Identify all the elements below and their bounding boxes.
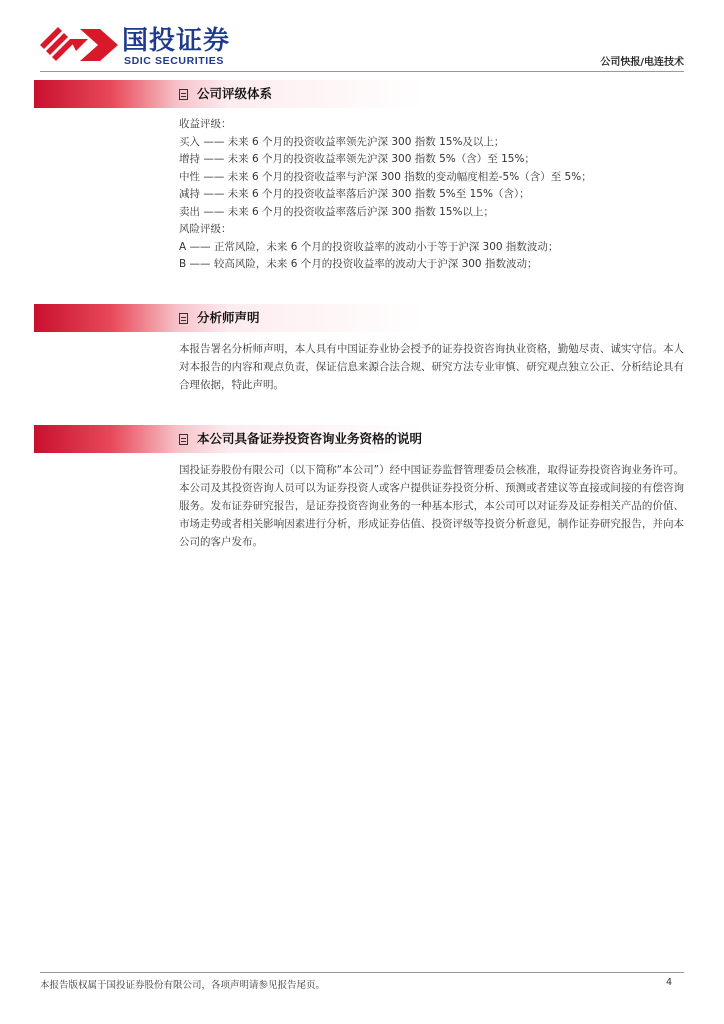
logo-english-name: SDIC SECURITIES: [124, 55, 225, 67]
sdic-logo-icon: [40, 27, 118, 63]
rating-line: 买入 —— 未来 6 个月的投资收益率领先沪深 300 指数 15%及以上；: [179, 135, 505, 148]
rating-line: 卖出 —— 未来 6 个月的投资收益率落后沪深 300 指数 15%以上；: [179, 205, 494, 218]
section-title-text: 公司评级体系: [197, 86, 273, 101]
section-title-rating: [179, 80, 272, 108]
section-title-text: 本公司具备证券投资咨询业务资格的说明: [197, 431, 423, 446]
section-title-text: 分析师声明: [197, 310, 260, 325]
section-title-qualification: [179, 425, 422, 453]
header-divider: [40, 71, 684, 72]
page-header: [0, 0, 724, 80]
rating-line: B —— 较高风险，未来 6 个月的投资收益率的波动大于沪深 300 指数波动；: [179, 258, 538, 270]
document-icon: [179, 434, 188, 445]
page-number: 4: [665, 977, 672, 988]
rating-line: 增持 —— 未来 6 个月的投资收益率领先沪深 300 指数 5%（含）至 15%；: [179, 153, 535, 165]
analyst-statement-text: 本报告署名分析师声明，本人具有中国证券业协会授予的证券投资咨询执业资格，勤勉尽责、诚实守信。本人对本报告的内容和观点负责，保证信息来源合法合规、研究方法专业审慎、研究观点独立公正、分析结论具有合理依据，特此声明。: [179, 343, 684, 391]
section-bar-analyst: [34, 304, 684, 332]
rating-line: 风险评级：: [179, 223, 232, 235]
rating-list: [179, 116, 684, 274]
rating-line: 减持 —— 未来 6 个月的投资收益率落后沪深 300 指数 5%至 15%（含）；: [179, 188, 530, 200]
rating-line: 收益评级：: [179, 118, 232, 130]
document-icon: [179, 89, 188, 100]
section-title-analyst: [179, 304, 260, 332]
logo-chinese-name: 国投证券: [122, 26, 231, 56]
rating-line: 中性 —— 未来 6 个月的投资收益率与沪深 300 指数的变动幅度相差-5%（含）至 5%；: [179, 170, 592, 183]
report-type-label: 公司快报/电连技术: [600, 57, 684, 68]
footer-copyright: 本报告版权属于国投证券股份有限公司，各项声明请参见报告尾页。: [40, 980, 326, 991]
rating-line: A —— 正常风险，未来 6 个月的投资收益率的波动小于等于沪深 300 指数波动；: [179, 240, 559, 253]
qualification-text: 国投证券股份有限公司（以下简称“本公司”）经中国证券监督管理委员会核准，取得证券投资咨询业务许可。本公司及其投资咨询人员可以为证券投资人或客户提供证券投资分析、预测或者建议等直接或间接的有偿咨询服务。发布证券研究报告，是证券投资咨询业务的一种基本形式，本公司可以对证券及证券相关产品的价值、市场走势或者相关影响因素进行分析，形成证券估值、投资评级等投资分析意见，制作证券研究报告，并向本公司的客户发布。: [179, 464, 684, 548]
document-icon: [179, 313, 188, 324]
footer-divider: [40, 972, 684, 973]
section-bar-rating: [34, 80, 684, 108]
